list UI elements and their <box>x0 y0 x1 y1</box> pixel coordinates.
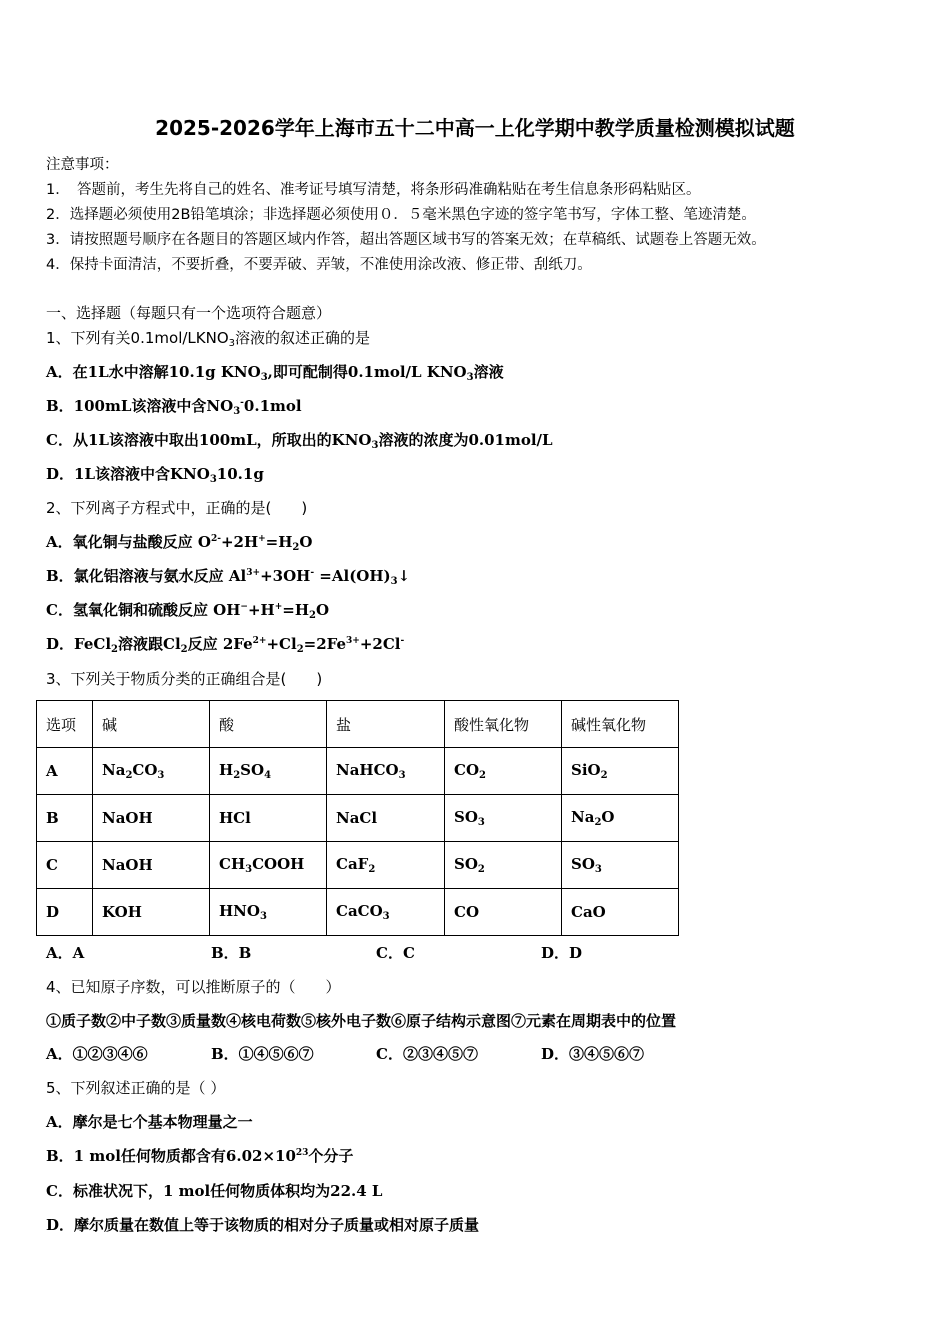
q4-option-c: C．②③④⑤⑦ <box>376 1045 478 1063</box>
q1-option-d: D．1L该溶液中含$KNO_310.1g$ <box>46 465 264 485</box>
table-cell: $CH_3COOH$ <box>210 842 327 889</box>
section-heading: 一、选择题（每题只有一个选项符合题意） <box>46 304 332 322</box>
table-cell: HCl <box>210 795 327 842</box>
table-cell: B <box>37 795 93 842</box>
table-header-cell: 酸性氧化物 <box>445 701 562 748</box>
table-header-row <box>37 701 679 748</box>
table-cell: $SO_3$ <box>562 842 679 889</box>
q3-option-c: C．C <box>376 944 415 962</box>
q3-stem: 3、下列关于物质分类的正确组合是( ) <box>46 670 323 688</box>
table-cell: $Na_2CO_3$ <box>93 748 210 795</box>
q5-option-d: D．摩尔质量在数值上等于该物质的相对分子质量或相对原子质量 <box>46 1216 480 1234</box>
q2-stem: 2、下列离子方程式中，正确的是( ) <box>46 499 308 517</box>
q1-option-b: B．100mL该溶液中含$NO_3^-0.1mol$ <box>46 397 302 417</box>
q4-options <box>0 1043 950 1063</box>
table-header-cell: 选项 <box>37 701 93 748</box>
table-cell: $Na_2O$ <box>562 795 679 842</box>
q4-option-b: B．①④⑤⑥⑦ <box>211 1045 314 1063</box>
table-row <box>37 889 679 936</box>
q3-option-d: D．D <box>541 944 583 962</box>
q5-option-a: A．摩尔是七个基本物理量之一 <box>46 1113 253 1131</box>
table-header-cell: 盐 <box>327 701 445 748</box>
q4-stem: 4、已知原子序数，可以推断原子的（ ） <box>46 978 341 996</box>
table-header-cell: 碱 <box>93 701 210 748</box>
table-cell: CaCO$_3$ <box>327 889 445 936</box>
page-title: 2025-2026学年上海市五十二中高一上化学期中教学质量检测模拟试题 <box>155 116 795 140</box>
q1-option-c: C．从1L该溶液中取出100mL，所取出的$KNO_3$溶液的浓度为0.01mol/L <box>46 431 553 451</box>
q4-statement: ①质子数②中子数③质量数④核电荷数⑤核外电子数⑥原子结构示意图⑦元素在周期表中的位置 <box>46 1012 677 1030</box>
q1-stem: 1、下列有关$0.1mol/LKNO_3$溶液的叙述正确的是 <box>46 329 371 349</box>
notice-item-2: 2．选择题必须使用2B铅笔填涂；非选择题必须使用０．５毫米黑色字迹的签字笔书写，字体工整、笔迹清楚。 <box>46 207 756 223</box>
table-cell: CaO <box>562 889 679 936</box>
q4-option-d: D．③④⑤⑥⑦ <box>541 1045 645 1063</box>
table-cell: $SO_2$ <box>445 842 562 889</box>
q3-options <box>0 942 950 962</box>
q2-option-c: C．氢氧化铜和硫酸反应 $OH^-+H^+=H_2O$ <box>46 601 330 621</box>
q5-option-c: C．标准状况下，1 mol任何物质体积均为22.4 L <box>46 1182 383 1200</box>
classification-table <box>36 700 679 936</box>
q2-option-a: A．氧化铜与盐酸反应 $O^{2-}+2H^+=H_2O$ <box>46 533 313 553</box>
notice-heading: 注意事项： <box>46 157 119 173</box>
table-header-cell: 碱性氧化物 <box>562 701 679 748</box>
q2-option-b: B．氯化铝溶液与氨水反应 $Al^{3+}+3OH^-$ $=Al(OH)_3↓$ <box>46 567 411 587</box>
table-cell: C <box>37 842 93 889</box>
table-cell: $HNO_3$ <box>210 889 327 936</box>
q5-option-b: B．1 mol任何物质都含有$6.02\times 10^{23}$个分子 <box>46 1147 354 1165</box>
table-cell: SiO$_2$ <box>562 748 679 795</box>
table-cell: $H_2SO_4$ <box>210 748 327 795</box>
table-cell: $CO_2$ <box>445 748 562 795</box>
table-row <box>37 842 679 889</box>
table-cell: $SO_3$ <box>445 795 562 842</box>
table-cell: CaF$_2$ <box>327 842 445 889</box>
table-cell: A <box>37 748 93 795</box>
table-cell: NaCl <box>327 795 445 842</box>
table-header-cell: 酸 <box>210 701 327 748</box>
table-cell: KOH <box>93 889 210 936</box>
q3-option-a: A．A <box>46 944 85 962</box>
q5-stem: 5、下列叙述正确的是（ ） <box>46 1079 226 1097</box>
table-cell: NaOH <box>93 842 210 889</box>
notice-item-3: 3．请按照题号顺序在各题目的答题区域内作答，超出答题区域书写的答案无效；在草稿纸、试题卷上答题无效。 <box>46 232 766 248</box>
table-cell: NaHCO$_3$ <box>327 748 445 795</box>
table-cell: CO <box>445 889 562 936</box>
q3-option-b: B．B <box>211 944 252 962</box>
table-cell: NaOH <box>93 795 210 842</box>
table-row <box>37 795 679 842</box>
notice-item-4: 4．保持卡面清洁，不要折叠，不要弄破、弄皱，不准使用涂改液、修正带、刮纸刀。 <box>46 257 592 273</box>
q4-option-a: A．①②③④⑥ <box>46 1045 148 1063</box>
table-row <box>37 748 679 795</box>
q2-option-d: D．FeCl$_2$溶液跟$Cl_2$反应 $2Fe^{2+}+Cl_2=2Fe^{3+}+2Cl^-$ <box>46 635 405 655</box>
q1-option-a: A．在1L水中溶解10.1g $KNO_3$,即可配制得0.1mol/L $KNO_3$溶液 <box>46 363 504 383</box>
notice-item-1: 1． 答题前，考生先将自己的姓名、准考证号填写清楚，将条形码准确粘贴在考生信息条形码粘贴区。 <box>46 182 701 198</box>
table-cell: D <box>37 889 93 936</box>
